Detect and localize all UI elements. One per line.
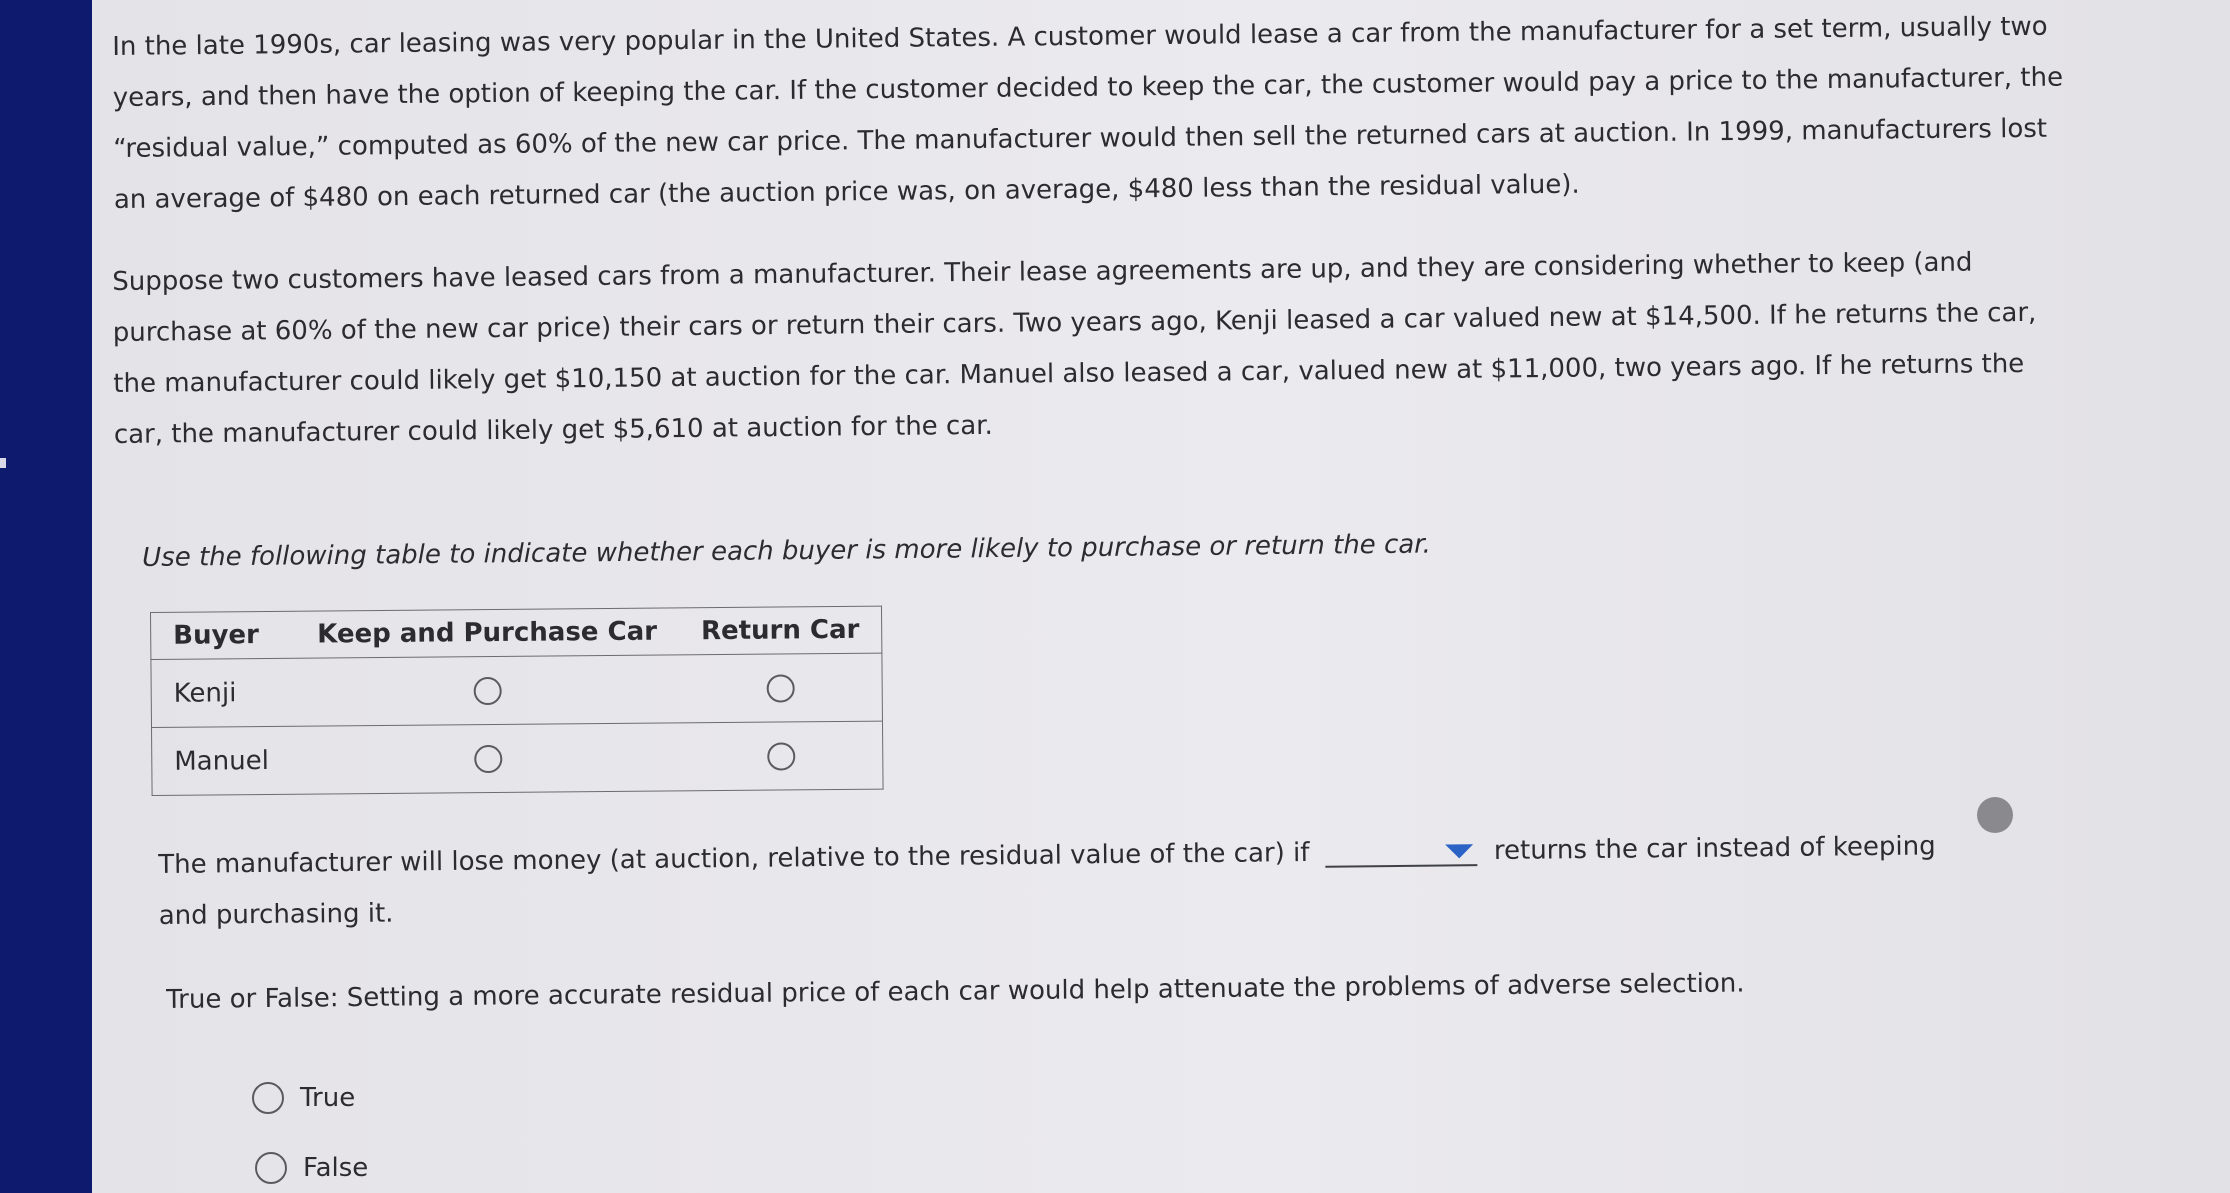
header-return: Return Car <box>679 606 882 655</box>
left-sidebar-band <box>0 0 92 1193</box>
manuel-keep-radio[interactable] <box>474 745 502 773</box>
option-true[interactable] <box>252 1082 355 1114</box>
buyer-name-manuel: Manuel <box>152 726 297 795</box>
loss-question-suffix: returns the car instead of keeping and purchasing it. <box>158 831 1936 931</box>
table-row <box>151 653 883 727</box>
gray-dot-icon <box>1977 797 2013 833</box>
loss-question <box>158 821 1959 942</box>
buyer-name-kenji: Kenji <box>151 658 296 727</box>
header-buyer: Buyer <box>151 611 296 659</box>
option-false[interactable] <box>255 1152 368 1184</box>
sidebar-marker <box>0 458 6 468</box>
option-true-label: True <box>300 1083 356 1113</box>
kenji-keep-cell <box>295 655 679 726</box>
kenji-keep-radio[interactable] <box>473 677 501 705</box>
scenario-paragraph: Suppose two customers have leased cars from a manufacturer. Their lease agreements are up, and they are considering whether to keep (and purchase at 60% of the new car price) their cars or return their cars. Two years ago, Kenji leased a car valued new at $14,500. If he returns the car, the manufacturer could likely get $10,150 at auction for the car. Manuel also leased a car, valued new at $11,000, two years ago. If he returns the car, the manufacturer could likely get $5,610 at auction for the car. <box>112 247 2037 450</box>
intro-paragraph: In the late 1990s, car leasing was very popular in the United States. A customer would lease a car from the manufacturer for a set term, usually two years, and then have the option of keeping the car. If the customer decided to keep the car, the customer would pay a price to the manufacturer, the “residual value,” computed as 60% of the new car price. The manufacturer would then sell the returned cars at auction. In 1999, manufacturers lost an average of $480 on each returned car (the auction price was, on average, $480 less than the residual value). <box>112 11 2064 215</box>
kenji-return-cell <box>679 653 883 723</box>
manuel-keep-cell <box>296 723 680 794</box>
table-row <box>152 721 884 795</box>
table-header-row <box>151 606 883 659</box>
true-radio[interactable] <box>252 1082 284 1114</box>
kenji-return-radio[interactable] <box>767 674 795 702</box>
option-false-label: False <box>303 1153 369 1183</box>
false-radio[interactable] <box>255 1152 287 1184</box>
header-keep-purchase: Keep and Purchase Car <box>295 608 679 658</box>
buyer-choice-table <box>150 606 884 796</box>
buyer-dropdown[interactable] <box>1326 838 1478 868</box>
caret-down-icon <box>1446 844 1474 858</box>
manuel-return-radio[interactable] <box>767 742 795 770</box>
loss-question-prefix: The manufacturer will lose money (at auction, relative to the residual value of the car) if <box>158 837 1310 880</box>
table-instruction: Use the following table to indicate whether each buyer is more likely to purchase or return the car. <box>142 529 1431 573</box>
question-content <box>92 0 2230 1193</box>
manuel-return-cell <box>680 721 884 791</box>
true-false-question: True or False: Setting a more accurate residual price of each car would help attenuate the problems of adverse selection. <box>166 968 1745 1015</box>
